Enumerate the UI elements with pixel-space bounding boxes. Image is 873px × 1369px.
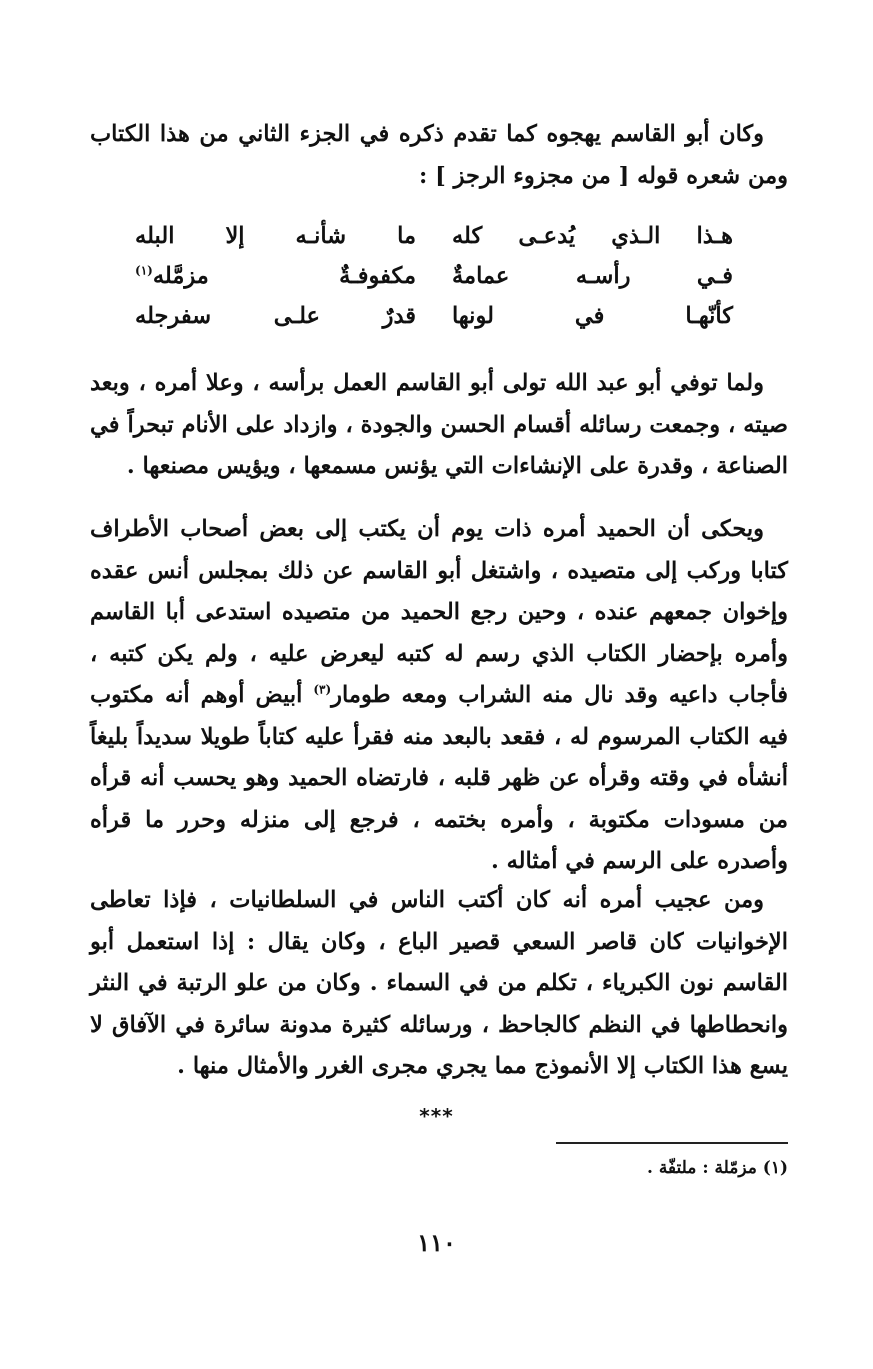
verse-3-first-hemistich xyxy=(452,296,733,336)
footnote-rule xyxy=(556,1142,788,1144)
verse-1-second-hemistich xyxy=(135,216,416,256)
verse-word: شأنـه xyxy=(295,223,347,249)
verse-word-with-note xyxy=(135,256,209,296)
verse-2-first-hemistich xyxy=(452,256,733,296)
verse-word: علـى xyxy=(273,303,320,329)
poem-verse-1 xyxy=(135,216,733,256)
verse-word: مزمَّله xyxy=(152,263,209,289)
paragraph-3-part-1: ويحكى أن الحميد أمره ذات يوم أن يكتب إلى بعض أصحاب الأطراف كتابا وركب إلى متصيده ، واشتغل أبو القاسم عن ذلك بمجلس أنس عقده وإخوان جمعهم عنده ، وحين رجع الحميد من متصيده استدعى أبا القاسم وأمره بإحضار الكتاب الذي رسم له كتبه ليعرض عليه ، ولم يكن كتبه ، فأجاب داعيه وقد نال منه الشراب ومعه طومار xyxy=(90,516,789,708)
verse-word: البله xyxy=(135,223,175,249)
verse-word: رأسـه xyxy=(575,263,631,289)
verse-word: كأنّهـا xyxy=(685,303,733,329)
verse-word: ما xyxy=(397,223,417,249)
verse-word: لونها xyxy=(451,303,494,329)
section-separator: *** xyxy=(419,1104,454,1128)
verse-word: الـذي xyxy=(611,223,661,249)
paragraph-2-text: ولما توفي أبو عبد الله تولى أبو القاسم العمل برأسه ، وعلا أمره ، وبعد صيته ، وجمعت رسائله أقسام الحسن والجودة ، وازداد على الأنام تبحراً في الصناعة ، وقدرة على الإنشاءات التي يؤنس مسمعها ، ويؤيس مصنعها . xyxy=(90,370,788,479)
verse-word: قدرٌ xyxy=(382,303,417,329)
verse-word: يُدعـى xyxy=(518,223,576,249)
verse-1-first-hemistich xyxy=(452,216,733,256)
paragraph-3-text xyxy=(90,509,788,883)
footnote-marker: (٣) xyxy=(313,682,332,697)
paragraph-3 xyxy=(90,509,788,883)
verse-word: كله xyxy=(451,223,483,249)
page-number: ١١٠ xyxy=(417,1228,456,1257)
verse-word: هـذا xyxy=(696,223,733,249)
verse-word: في xyxy=(574,303,605,329)
paragraph-intro-text: وكان أبو القاسم يهجوه كما تقدم ذكره في الجزء الثاني من هذا الكتاب ومن شعره قوله [ من مجزوء الرجز ] : xyxy=(90,121,788,189)
paragraph-2 xyxy=(90,363,788,488)
paragraph-intro xyxy=(90,114,788,197)
poem xyxy=(135,216,733,336)
paragraph-4-text: ومن عجيب أمره أنه كان أكتب الناس في السلطانيات ، فإذا تعاطى الإخوانيات كان قاصر السعي قصير الباع ، وكان يقال : إذا استعمل أبو القاسم نون الكبرياء ، تكلم من في السماء . وكان من علو الرتبة في النثر وانحطاطها في النظم كالجاحظ ، ورسائله كثيرة مدونة سائرة في الآفاق لا يسع هذا الكتاب إلا الأنموذج مما يجري مجرى الغرر والأمثال منها . xyxy=(90,887,788,1079)
verse-word: سفرجله xyxy=(135,303,212,329)
verse-word: إلا xyxy=(225,223,245,249)
verse-word: مكفوفـةٌ xyxy=(339,263,417,289)
verse-word: فـي xyxy=(696,263,733,289)
verse-2-second-hemistich xyxy=(135,256,416,296)
footnote-marker: (١) xyxy=(135,263,153,278)
poem-verse-2 xyxy=(135,256,733,296)
verse-3-second-hemistich xyxy=(135,296,416,336)
paragraph-4 xyxy=(90,880,788,1088)
poem-verse-3 xyxy=(135,296,733,336)
verse-word: عمامةٌ xyxy=(451,263,510,289)
paragraph-3-part-2: أبيض أوهم أنه مكتوب فيه الكتاب المرسوم له ، فقعد بالبعد منه فقرأ عليه كتاباً طويلا سديداً بليغاً أنشأه في وقته وقرأه عن ظهر قلبه ، فارتضاه الحميد وهو يحسب أنه قرأه من مسودات مكتوبة ، وأمره بختمه ، فرجع إلى منزله وحرر ما قرأه وأصدره على الرسم في أمثاله . xyxy=(90,682,788,874)
footnote: (١) مزمّلة : ملتفّة . xyxy=(646,1158,788,1178)
